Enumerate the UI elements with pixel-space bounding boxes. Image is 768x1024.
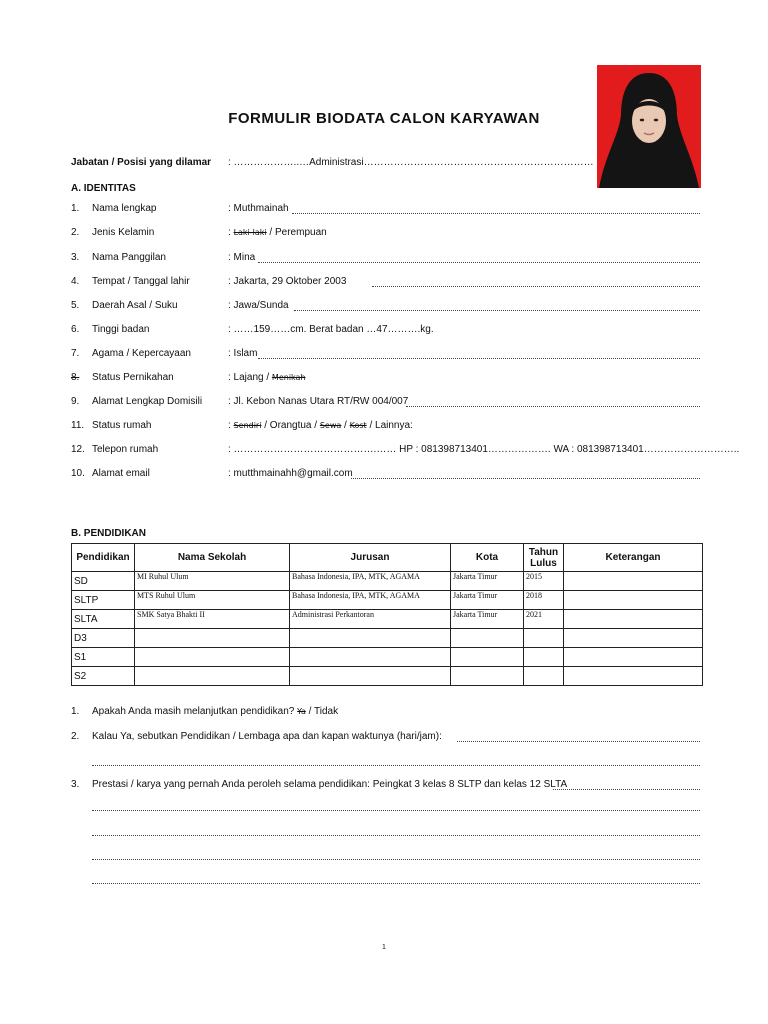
position-field[interactable] <box>228 157 594 168</box>
education-table <box>71 543 703 686</box>
graduation-year-cell[interactable]: 2021 <box>524 610 564 629</box>
answer-line[interactable] <box>553 789 700 790</box>
education-header-row <box>72 544 703 572</box>
full-name-label: Nama lengkap <box>92 203 157 214</box>
education-level: SD <box>72 572 135 591</box>
marital-selected: : Lajang / <box>228 372 272 383</box>
address-value[interactable]: : Jl. Kebon Nanas Utara RT/RW 004/007 <box>228 396 409 407</box>
item-number: 7. <box>71 348 80 359</box>
school-name-cell[interactable] <box>135 648 290 667</box>
graduation-year-cell[interactable]: 2018 <box>524 591 564 610</box>
nickname-value[interactable]: : Mina <box>228 252 256 263</box>
housing-value[interactable] <box>228 420 413 431</box>
question-study-details: Kalau Ya, sebutkan Pendidikan / Lembaga apa dan kapan waktunya (hari/jam): <box>92 731 442 742</box>
school-name-cell[interactable]: MI Ruhul Ulum <box>135 572 290 591</box>
answer-line[interactable] <box>92 810 700 811</box>
gender-option-struck: Laki-laki <box>233 228 267 237</box>
birth-value[interactable]: : Jakarta, 29 Oktober 2003 <box>228 276 347 287</box>
item-number: 1. <box>71 203 80 214</box>
notes-cell[interactable] <box>564 572 703 591</box>
gender-label: Jenis Kelamin <box>92 227 155 238</box>
question-continue-study[interactable] <box>92 706 338 717</box>
nickname-label: Nama Panggilan <box>92 252 166 263</box>
column-header: Nama Sekolah <box>135 544 290 572</box>
fill-line <box>294 310 700 311</box>
item-number: 12. <box>71 444 85 455</box>
major-cell[interactable]: Bahasa Indonesia, IPA, MTK, AGAMA <box>290 572 451 591</box>
section-b-title: B. PENDIDIKAN <box>71 528 147 539</box>
birth-label: Tempat / Tanggal lahir <box>92 276 190 287</box>
city-cell[interactable]: Jakarta Timur <box>451 572 524 591</box>
school-name-cell[interactable] <box>135 629 290 648</box>
religion-label: Agama / Kepercayaan <box>92 348 191 359</box>
notes-cell[interactable] <box>564 591 703 610</box>
housing-option-struck: Sendiri <box>233 421 262 430</box>
fill-line <box>292 213 700 214</box>
gender-value[interactable] <box>228 227 327 238</box>
form-title: FORMULIR BIODATA CALON KARYAWAN <box>228 110 540 127</box>
item-number: 4. <box>71 276 80 287</box>
position-prefix: : ………………..… <box>228 157 310 168</box>
notes-cell[interactable] <box>564 667 703 686</box>
answer-option-struck: Ya <box>297 707 306 716</box>
table-row <box>72 591 703 610</box>
phone-label: Telepon rumah <box>92 444 159 455</box>
major-cell[interactable] <box>290 648 451 667</box>
item-number: 8. <box>71 372 80 383</box>
column-header: Kota <box>451 544 524 572</box>
applicant-photo <box>597 65 701 188</box>
height-weight-value[interactable]: : ……159……cm. Berat badan …47……….kg. <box>228 324 434 335</box>
item-number: 9. <box>71 396 80 407</box>
question-achievements[interactable]: Prestasi / karya yang pernah Anda peroleh selama pendidikan: Peingkat 3 kelas 8 SLTP dan kelas 12 SLTA <box>92 779 568 790</box>
fill-line <box>351 478 700 479</box>
housing-option-struck: Sewa <box>319 421 342 430</box>
graduation-year-cell[interactable] <box>524 648 564 667</box>
table-row <box>72 610 703 629</box>
item-number: 10. <box>71 468 85 479</box>
position-suffix: …………………………………………………………… <box>363 157 594 168</box>
question-number: 2. <box>71 731 80 742</box>
graduation-year-cell[interactable]: 2015 <box>524 572 564 591</box>
position-label: Jabatan / Posisi yang dilamar <box>71 157 212 168</box>
applicant-photo-image <box>597 65 701 188</box>
city-cell[interactable]: Jakarta Timur <box>451 610 524 629</box>
question-number: 3. <box>71 779 80 790</box>
housing-option-struck: Kost <box>349 421 367 430</box>
answer-line[interactable] <box>457 741 700 742</box>
city-cell[interactable]: Jakarta Timur <box>451 591 524 610</box>
table-row <box>72 667 703 686</box>
housing-separator: / <box>341 420 350 431</box>
column-header: Keterangan <box>564 544 703 572</box>
answer-option-selected: / Tidak <box>305 706 339 717</box>
housing-colon: : <box>228 420 234 431</box>
marital-option-struck: Menikah <box>271 373 306 382</box>
address-label: Alamat Lengkap Domisili <box>92 396 203 407</box>
column-header: Tahun Lulus <box>524 544 564 572</box>
housing-other: / Lainnya: <box>366 420 413 431</box>
fill-line <box>372 286 700 287</box>
education-level: S2 <box>72 667 135 686</box>
school-name-cell[interactable]: MTS Ruhul Ulum <box>135 591 290 610</box>
question-text: Apakah Anda masih melanjutkan pendidikan? <box>92 706 298 717</box>
fill-line <box>406 406 700 407</box>
question-number: 1. <box>71 706 80 717</box>
education-level: D3 <box>72 629 135 648</box>
marital-label: Status Pernikahan <box>92 372 174 383</box>
gender-colon: : <box>228 227 234 238</box>
column-header: Jurusan <box>290 544 451 572</box>
city-cell[interactable] <box>451 667 524 686</box>
city-cell[interactable] <box>451 629 524 648</box>
housing-label: Status rumah <box>92 420 152 431</box>
item-number: 2. <box>71 227 80 238</box>
major-cell[interactable]: Administrasi Perkantoran <box>290 610 451 629</box>
table-row <box>72 629 703 648</box>
education-level: S1 <box>72 648 135 667</box>
fill-line <box>258 262 700 263</box>
education-level: SLTA <box>72 610 135 629</box>
column-header: Pendidikan <box>72 544 135 572</box>
answer-line[interactable] <box>92 883 700 884</box>
education-level: SLTP <box>72 591 135 610</box>
housing-option-selected: / Orangtua / <box>261 420 320 431</box>
fill-line <box>258 358 700 359</box>
gender-option-selected: / Perempuan <box>266 227 327 238</box>
school-name-cell[interactable] <box>135 667 290 686</box>
origin-label: Daerah Asal / Suku <box>92 300 178 311</box>
item-number: 3. <box>71 252 80 263</box>
origin-value[interactable]: : Jawa/Sunda <box>228 300 289 311</box>
page-number: 1 <box>382 944 386 951</box>
notes-cell[interactable] <box>564 610 703 629</box>
table-row <box>72 648 703 667</box>
table-row <box>72 572 703 591</box>
position-value: Administrasi <box>309 157 364 168</box>
section-a-title: A. IDENTITAS <box>71 183 136 194</box>
full-name-value[interactable]: : Muthmainah <box>228 203 289 214</box>
major-cell[interactable] <box>290 667 451 686</box>
notes-cell[interactable] <box>564 629 703 648</box>
item-number: 6. <box>71 324 80 335</box>
item-number: 5. <box>71 300 80 311</box>
email-value[interactable]: : mutthmainahh@gmail.com <box>228 468 353 479</box>
marital-value[interactable] <box>228 372 306 383</box>
phone-value[interactable]: : …………………………………….…… HP : 081398713401………………. WA : 081398713401……………………….. <box>228 444 740 455</box>
answer-line[interactable] <box>92 859 700 860</box>
school-name-cell[interactable]: SMK Satya Bhakti II <box>135 610 290 629</box>
height-label: Tinggi badan <box>92 324 150 335</box>
answer-line[interactable] <box>92 835 700 836</box>
answer-line[interactable] <box>92 765 700 766</box>
religion-value[interactable]: : Islam <box>228 348 258 359</box>
item-number: 11. <box>71 420 85 431</box>
email-label: Alamat email <box>92 468 150 479</box>
notes-cell[interactable] <box>564 648 703 667</box>
major-cell[interactable]: Bahasa Indonesia, IPA, MTK, AGAMA <box>290 591 451 610</box>
city-cell[interactable] <box>451 648 524 667</box>
graduation-year-cell[interactable] <box>524 667 564 686</box>
major-cell[interactable] <box>290 629 451 648</box>
graduation-year-cell[interactable] <box>524 629 564 648</box>
